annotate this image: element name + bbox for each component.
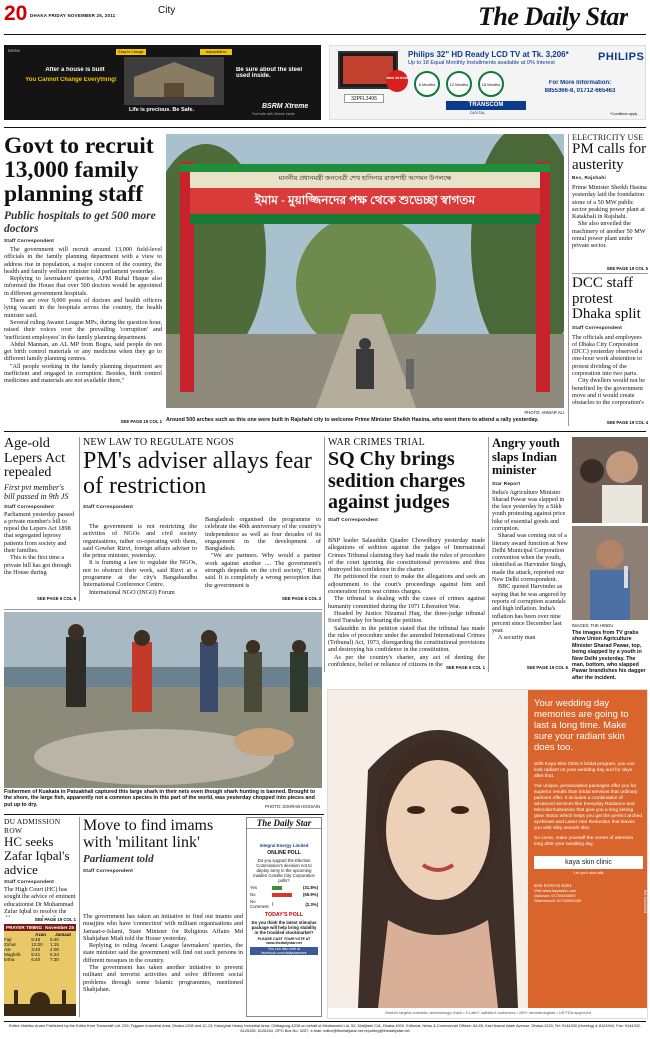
footer-rule (4, 1021, 646, 1022)
kaya-para: Our unique, personalised packages offer you far superior results than bridal services that ordinary parlours offer. It includes a combination of advanced services like Everyday Radiance and Microdermabrasion that give you a long lasting glow. Botox which helps you get the perfect arched eyebrows and Laser Hair Reduction that leaves you with silky smooth skin. (534, 784, 642, 831)
kaya-footer: World's largest cosmetic dermatology chain • 5 Lakh+ satisfied customers • 250+ dermatologists • US FDA approved (385, 1010, 591, 1015)
kaya-logo: kaya skin clinic (534, 856, 643, 869)
ad-rule (4, 127, 646, 128)
lead-story (4, 134, 162, 424)
section-rule (4, 814, 324, 815)
electricity-body (572, 184, 648, 250)
angry-para: BBC quoted Harvinder as saying that he was angered by reports of corruption scandals and high inflation. India's inflation has been over nine percent since December last year. (492, 583, 567, 635)
imams-headline[interactable]: Move to find imams with 'militant link' (83, 817, 214, 851)
kaya-web[interactable]: Visit www.kayaskin.com (534, 888, 577, 893)
ngo-col2 (205, 516, 321, 589)
angry-para: Sharad was coming out of a literary award function at New Delhi Municipal Corporation convention when the youth, identified as Harvinder Singh, made the attack, reported our New Delhi correspondent. (492, 532, 568, 584)
poll-cast-link[interactable]: PLEASE CAST YOUR VOTE AT www.thedailystar.net (257, 937, 311, 945)
kaya-ref: Ref. KSC/00/111 (643, 890, 647, 914)
imprint-footer: Editor: Mahfuz Anam Published by the Editor from Transcraft Ltd, 229, Tejgaon Industrial Area, Dhaka-1208 and 12-13, Kalurghat Heavy Industrial Area, Chittagong-4208 on behalf of Mediaworld Ltd, 52, Motijheel C/A, Dhaka-1000. Editorial, News & Commercial Offices: 64-65, Kazi Nazrul Islam Avenue, Dhaka-1215; Tel: 9144330 (Hunting) & 8124944, Fax: 9144332, 8125155, 8126154, GPO Box No: 3257, e-mail: editor@thedailystar.net,reporting@thedailystar.net (8, 1023, 642, 1033)
dcc-story (572, 276, 648, 418)
page-number: 20 (4, 2, 28, 25)
rule (572, 273, 648, 274)
electricity-para: She also unveiled the machinery of another 50 MW rental power plant under private sector. (572, 220, 646, 250)
lepers-body (4, 511, 76, 577)
lepers-para: This is the first time a private bill has got through the House during (4, 554, 72, 576)
lead-body (4, 246, 162, 385)
ngo-byline: Staff Correspondent (83, 504, 134, 509)
dcc-para: City dwellers would not be benefited by the government move and it would create obstacles to the corporation's (572, 377, 646, 407)
prayer-col-jamaat: Jamaat (55, 932, 71, 937)
kaya-tagline: Let your skin talk (573, 870, 604, 875)
imams-para: Replying to ruling Awami League lawmakers' queries, the state minister said the government will find out such persons in different mosques in the country. (83, 942, 243, 964)
prayer-row: Fajr 5:45 5:40 (4, 937, 59, 942)
lead-para: Several ruling Awami League MPs, during the question hour, raised their voices over the prevailing 'corruption' and 'inefficient employees' in the family planning department. (4, 318, 162, 341)
war-para: He petitioned the court to make the allegations and seek an adjournment to the court's proceedings against him and exoneration from war crimes charges. (328, 573, 485, 596)
ad-bsrm-brand: BSRM (8, 48, 20, 53)
ad-kaya[interactable] (327, 689, 648, 1019)
mosque-icon (4, 986, 76, 1016)
lepers-jump[interactable]: SEE PAGE 6 COL 5 (36, 596, 76, 601)
section-name: City (158, 5, 176, 16)
kaya-address: Gulshan: 01730000000 (534, 893, 576, 898)
dcc-jump[interactable]: SEE PAGE 19 COL 4 (606, 420, 648, 425)
dcc-body (572, 334, 648, 407)
column-rule (324, 437, 325, 672)
prayer-row: Asr 3:40 4:00 (4, 947, 59, 952)
new-arrival-badge: New Arrival (386, 70, 408, 92)
du-jump[interactable]: SEE PAGE 19 COL 1 (34, 917, 76, 922)
kaya-headline: Your wedding day memories are going to last a long time. Make sure your radiant skin does too. (534, 698, 629, 753)
ad-philips-phone: 8855366-8, 01712-665463 (544, 88, 616, 94)
war-body (328, 537, 485, 667)
kaya-text-panel (528, 690, 648, 1008)
war-para: BNP leader Salauddin Quader Chowdhury yesterday made allegations of sedition against the judges of International Crimes Tribunal claiming they had made the rules of procedure of the court ignoring the constitutional provisions and thus destroyed his confidence in the charter. (328, 537, 485, 574)
lead-photo (166, 134, 564, 408)
lead-photo-credit: PHOTO: ANWAR ALI (524, 410, 564, 415)
column-rule (488, 437, 489, 672)
prayer-row: Zohar 12:00 1:15 (4, 942, 59, 947)
dcc-byline: Staff Correspondent (572, 324, 623, 330)
electricity-para: Prime Minister Sheikh Hasina yesterday laid the foundation stone of a 50 MW public sector peaking power plant at Katakhali in Rajshahi. (572, 184, 647, 221)
ngo-para: Bangladesh organised the programme to celebrate the 40th anniversary of the country's independence as well as four decades of its engagement in the development of Bangladesh. (205, 516, 321, 553)
poll-option (250, 892, 318, 897)
poll-option-bar (272, 893, 292, 897)
poll-option (250, 899, 318, 909)
shark-photo-caption: Fishermen of Kuakata in Patuakhali captured this large shark in their nets even though shark hunting is banned. Brought to the shore, the large fish, apparently not a common species in this part of the world, was yesterday chopped into pieces and put up to dry. (4, 789, 316, 808)
prayer-row: Esha 6:40 7:30 (4, 957, 59, 962)
poll-option-bar (272, 886, 282, 890)
imams-para: The government has taken an initiative to find out imams and muajjins who have 'connection' with militant organisations and Jamaat-e-Islami, State Minister for Religious Affairs Md Shahjahan Miah told the House yesterday. (83, 913, 243, 942)
lead-para: Abdul Mannan, an AL MP from Bogra, said people do not get birth control materials or any medicine when they go to different family planning centres. (4, 340, 162, 363)
dcc-para: The officials and employees of Dhaka City Corporation (DCC) yesterday observed a one-hour work abstention to protest dividing of the corporation into two parts. (572, 333, 643, 377)
poll-option-value: (65.9%) (302, 892, 318, 897)
online-poll[interactable] (246, 817, 322, 1017)
imams-story (83, 817, 243, 897)
poll-results (250, 885, 318, 909)
imams-byline: Staff Correspondent (83, 868, 134, 873)
imams-body (83, 913, 243, 1013)
arch-banner-main: ইমাম - মুয়াজ্জিনদের পক্ষ থেকে শুভেচ্ছা স্বাগতম (254, 193, 476, 207)
du-kicker: DU ADMISSION ROW (4, 817, 61, 835)
prayer-table (4, 932, 76, 962)
du-para: The High Court (HC) has sought the advice of eminent educationist Dr Muhammad Zafar Iqbal to resolve the (4, 886, 76, 915)
kaya-para: So come, make yourself the centre of attention long after your wedding day. (534, 836, 634, 847)
installment-18: 18 Months (478, 71, 504, 97)
prayer-col-azan: Azan (35, 932, 47, 937)
shark-photo (4, 612, 322, 788)
ad-bsrm-logo-sub: Feel safe with Xtreme Inside (252, 112, 295, 116)
poll-today-question: Do you think the latest stimulus package will help bring stability in the troubled stockmarket? (251, 920, 317, 935)
kaya-para: With Kaya Skin Clinic's bridal program, you can look radiant on your wedding day and for days after that. (534, 762, 635, 779)
lead-headline[interactable]: Govt to recruit 13,000 family planning staff (4, 134, 154, 207)
angry-headline[interactable]: Angry youth slaps Indian minister (492, 437, 560, 477)
war-para: As per the country's charter, any act of denting the confidence, belief or reliance of citizens in the (328, 653, 485, 667)
angry-byline: Star Report (492, 480, 521, 486)
du-body (4, 886, 76, 917)
ngo-para: It is framing a law to regulate the NGOs, not to obstruct their work, said Rizvi at a programme at the city's Bangabandhu International Conference Centre. (83, 559, 197, 589)
kaya-model-image (328, 690, 528, 1008)
prayer-date: November 25 (45, 925, 74, 930)
prayer-title: PRAYER TIMING (6, 925, 43, 930)
ad-philips-note: *Conditions apply (610, 112, 638, 116)
angry-jump[interactable]: SEE PAGE 19 COL 6 (526, 665, 568, 670)
poll-facebook-link[interactable]: You can also vote at facebook.com/dailystarnews (250, 947, 318, 955)
imams-subhead: Parliament told (83, 853, 154, 865)
poll-option-value: (2.3%) (305, 901, 318, 907)
war-headline[interactable]: SQ Chy brings sedition charges against judges (328, 448, 466, 513)
ad-bsrm-left-emph: You Cannot Change Everything! (25, 77, 117, 83)
pawar-photo-top (572, 437, 648, 523)
kaya-address: Dhanmondi: 01730000000 (534, 898, 582, 903)
lead-byline: Staff Correspondent (4, 238, 55, 243)
electricity-kicker: ELECTRICITY USE (572, 133, 644, 142)
ngo-para: International NGO (INGO) Forum (89, 588, 175, 596)
ad-bsrm-tag1: Easy to Change (116, 49, 146, 55)
poll-question: Do you support the Election Commission's decision not to deploy army in the upcoming maiden Comilla City Corporation polls? (253, 858, 315, 883)
column-rule (79, 437, 80, 601)
pawar-photo-credit: IMAGES: THE HINDU (572, 623, 614, 628)
lepers-headline[interactable]: Age-old Lepers Act repealed (4, 437, 66, 480)
ngo-kicker: NEW LAW TO REGULATE NGOS (83, 437, 235, 448)
lepers-byline: Staff Correspondent (4, 503, 55, 509)
kaya-sms: sms KAYA to 6161 (534, 883, 572, 888)
poll-option (250, 885, 318, 890)
lepers-subhead: First pvt member's bill passed in 9th JS (4, 482, 69, 501)
section-rule (4, 431, 646, 432)
column-rule (79, 817, 80, 1017)
ngo-jump[interactable]: SEE PAGE 6 COL 3 (281, 596, 321, 601)
war-byline: Staff Correspondent (328, 516, 379, 522)
lead-para: There are over 9,000 posts of doctors and health officers lying vacant in the hospitals across the country, the health minister said. (4, 297, 162, 319)
rule (4, 609, 322, 610)
ngo-para: "We are partners. Why would a partner work against another .... The government's strength depends on the civil society," Rizvi said. It is completely a wrong perception that the government is (205, 552, 321, 589)
lead-photo-caption: Around 500 arches such as this one were built in Rajshahi city to welcome Prime Minister Sheikh Hasina, who went there to attend a rally yesterday. (166, 417, 539, 423)
ad-philips-info: For More Information: (548, 80, 612, 86)
poll-option-bar (272, 902, 273, 906)
ad-bsrm-left-text: After a house is built (45, 67, 105, 73)
lead-para: "All people working in the family planning department are inefficient and engaged in corruption. Besides, birth control medicines and materials are not available there," (4, 362, 162, 385)
war-jump[interactable]: SEE PAGE 6 COL 1 (445, 665, 485, 670)
lead-para: The government will recruit around 13,000 field-level officials in the family planning department with a view to address rise in population, a major concern of the country, the health and family welfare minister told parliament yesterday. (4, 246, 162, 275)
ad-bsrm-tag2: Impossible to (200, 49, 232, 55)
ad-bsrm-logo: BSRM Xtreme (262, 103, 309, 110)
newspaper-logo[interactable]: The Daily Star (478, 2, 629, 31)
pawar-photo-caption: The images from TV grabs show Union Agriculture Minister Sharad Pawar, top, being slapped by a youth in New Delhi yesterday. The man, bottom, who slapped Pawar brandishes his dagger after the incident. (572, 630, 646, 681)
angry-para: India's Agriculture Minister Sharad Pawar was slapped in the face yesterday by a Sikh youth protesting against price hike of essential goods and corruption. (492, 488, 566, 532)
lead-para: Replying to lawmakers' queries, AFM Ruhal Haque also informed the House that over 500 doctors would be appointed in different government hospitals. (4, 275, 162, 297)
installment-12: 12 Months (446, 71, 472, 97)
ad-bsrm-tagline: Life is precious. Be Safe. (129, 107, 195, 113)
poll-label: ONLINE POLL (267, 850, 301, 856)
ngo-headline[interactable]: PM's adviser allays fear of restriction (83, 448, 312, 499)
installment-6: 6 Months (414, 71, 440, 97)
poll-logo: The Daily Star (247, 818, 321, 829)
lead-subhead: Public hospitals to get 500 more doctors (4, 210, 156, 235)
imams-para: The government has taken another initiative to prevent militant and terrorist activities and solve different social problems through some Islamic programmes, mentioned Shahjahan. (83, 964, 243, 993)
ad-bsrm-right-text: Be sure about the steel used inside. (236, 67, 303, 79)
pawar-photo-bottom (572, 526, 648, 620)
du-story (4, 817, 76, 917)
prayer-timing-box (4, 924, 76, 1016)
electricity-headline[interactable]: PM calls for austerity (572, 141, 647, 173)
installment-circles (414, 71, 510, 97)
poll-sponsor: Integral Energy Limited (259, 843, 309, 848)
philips-logo: PHILIPS (598, 51, 645, 63)
lepers-para: Parliament yesterday passed a private member's bill to repeal the Lepers Act 1898 that segregated leprosy patients from society and their families. (4, 510, 75, 554)
tv-model: 32PFL3406 (344, 94, 384, 103)
ad-philips[interactable] (329, 45, 646, 120)
poll-today-title: TODAY'S POLL (264, 912, 304, 918)
war-para: The tribunal is dealing with the cases of crimes against humanity committed during the 1971 Liberation War. (328, 595, 485, 610)
page-date: DHAKA FRIDAY NOVEMBER 25, 2011 (30, 13, 116, 18)
ngo-para: The government is not restricting the activities of NGOs and civil society organisations, rather co-operating with them, said Gowher Rizvi, foreign affairs adviser to the prime minister, yesterday. (83, 523, 197, 560)
poll-option-label: No Comment (250, 899, 269, 909)
war-para: Headed by Justice Nizamul Huq, the three-judge tribunal fixed Tuesday for hearing the petition. (328, 609, 485, 625)
ad-bsrm-house-image (124, 57, 224, 105)
ad-philips-sub: Up to 18 Equal Monthly Installments available at 0% Interest (408, 60, 555, 66)
transcom-logo: TRANSCOM (446, 101, 526, 110)
lead-jump[interactable]: SEE PAGE 19 COL 1 (120, 419, 162, 424)
lepers-story (4, 437, 76, 605)
poll-option-value: (31.8%) (302, 885, 318, 890)
transcom-digital: DIGITAL (470, 110, 486, 115)
poll-option-label: No (250, 892, 256, 897)
war-kicker: WAR CRIMES TRIAL (328, 437, 425, 448)
poll-option-label: Yes (250, 885, 258, 890)
war-para: Salauddin in the petition stated that the tribunal has made the rules of procedure under the amended International Crimes (Tribunal) Act, 1973, disregarding the constitutional provisions and destroying his confidence in the constitution. (328, 624, 485, 654)
masthead-rule (4, 34, 646, 35)
electricity-byline: Bss, Rajshahi (572, 175, 607, 180)
dcc-headline[interactable]: DCC staff protest Dhaka split (572, 276, 641, 322)
shark-photo-credit: PHOTO: SOHRAB HOSSAIN (265, 804, 320, 809)
prayer-row: Maghrib 5:21 5:24 (4, 952, 59, 957)
war-story (328, 437, 485, 527)
du-headline[interactable]: HC seeks Zafar Iqbal's advice (4, 834, 70, 877)
angry-story (492, 437, 568, 677)
ngo-col1 (83, 523, 197, 596)
ad-philips-headline: Philips 32" HD Ready LCD TV at Tk. 3,206* (408, 50, 569, 59)
column-rule (568, 134, 569, 426)
angry-body (492, 489, 568, 642)
angry-para: A security man (498, 634, 536, 642)
arch-banner-top: মাননীয় প্রধানমন্ত্রী জননেত্রী শেখ হাসিনার রাজশাহী আগমন উপলক্ষে (278, 175, 452, 182)
electricity-jump[interactable]: SEE PAGE 19 COL 5 (606, 266, 648, 271)
du-byline: Staff Correspondent (4, 879, 55, 884)
electricity-story (572, 133, 648, 273)
ad-bsrm[interactable] (4, 45, 321, 120)
